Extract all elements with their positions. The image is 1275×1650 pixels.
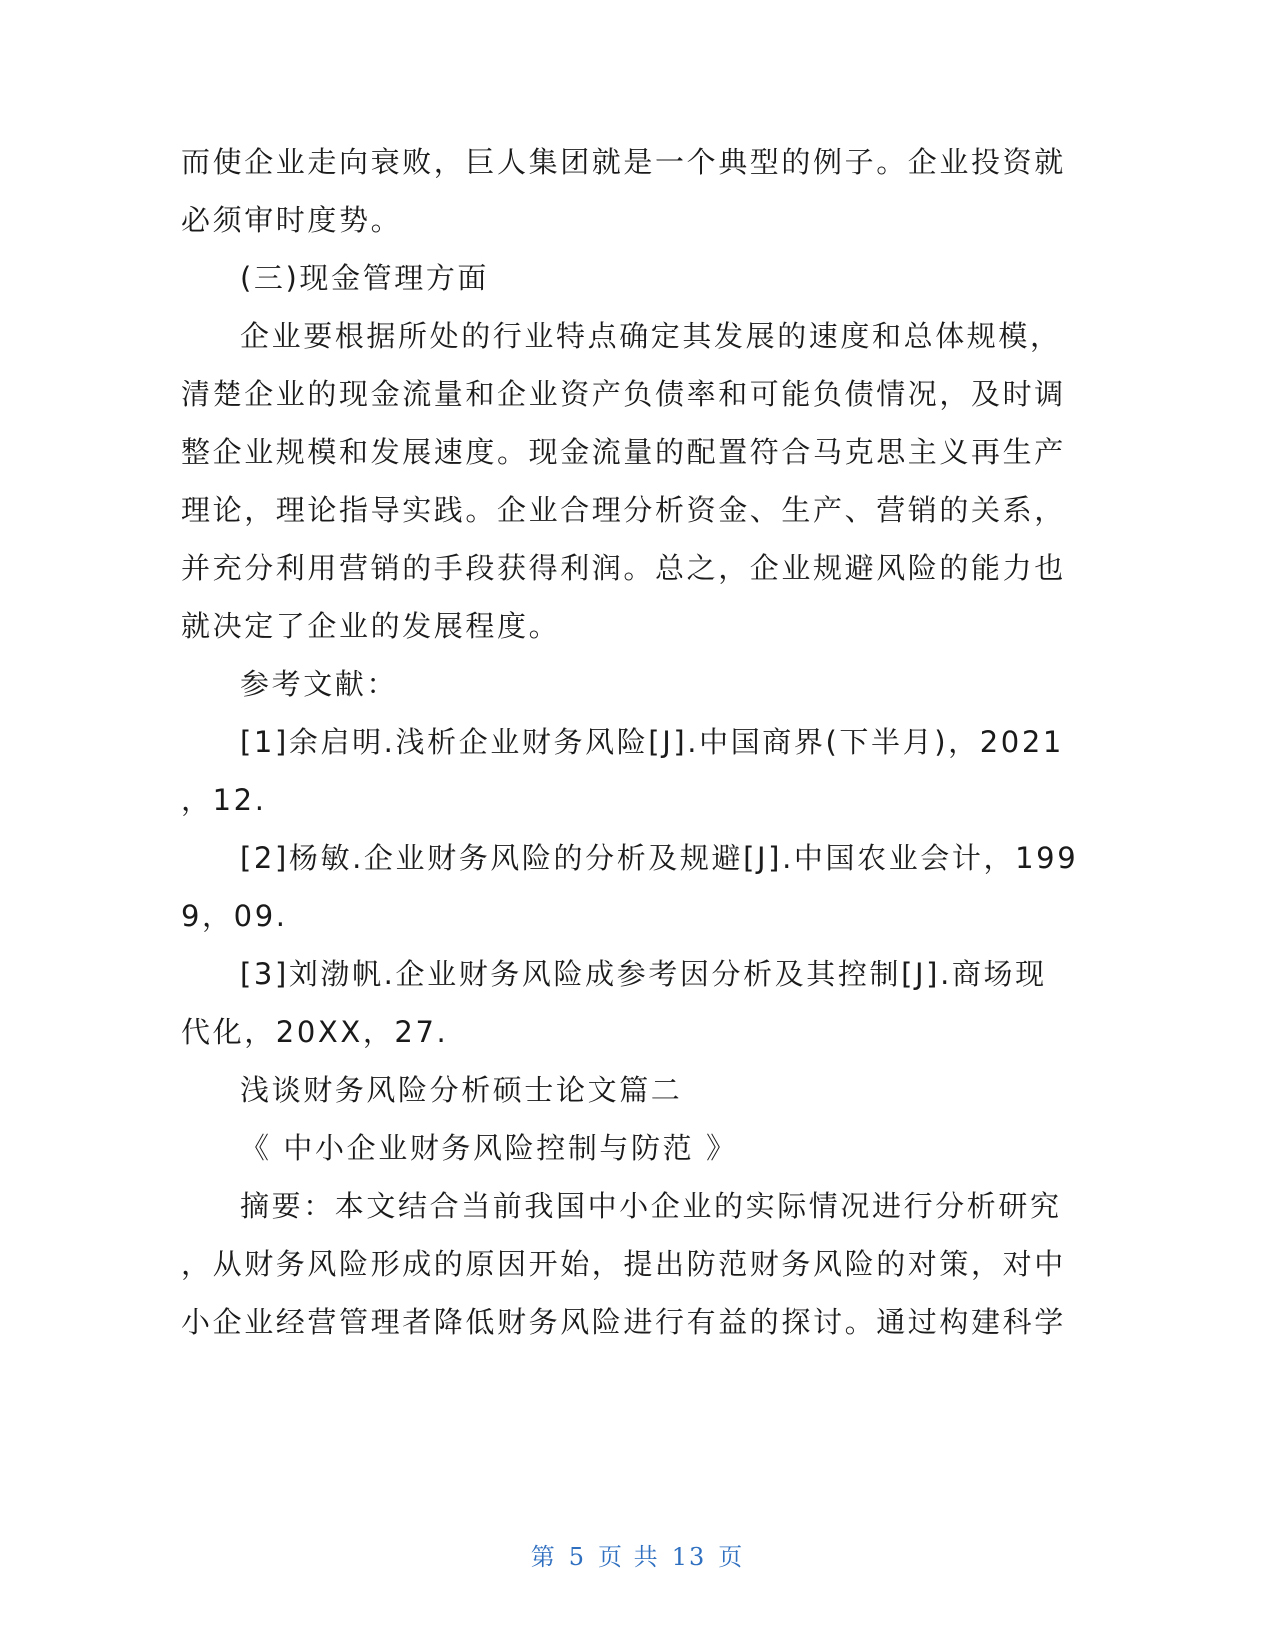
reference-line: ，12. (181, 783, 267, 817)
reference-line: 代化，20XX，27. (181, 1015, 449, 1049)
body-line: 整企业规模和发展速度。现金流量的配置符合马克思主义再生产 (181, 435, 1066, 469)
section-heading: (三)现金管理方面 (240, 261, 490, 295)
footer-prefix: 第 (530, 1543, 557, 1571)
footer-current-page: 5 (568, 1543, 587, 1571)
article-heading: 浅谈财务风险分析硕士论文篇二 (240, 1073, 683, 1107)
body-line: 必须审时度势。 (181, 203, 403, 237)
body-line: 就决定了企业的发展程度。 (181, 609, 561, 643)
page-footer (0, 1542, 1275, 1572)
footer-middle: 页 共 (598, 1543, 660, 1571)
reference-line: [3]刘渤帆.企业财务风险成参考因分析及其控制[J].商场现 (240, 957, 1047, 991)
reference-line: [2]杨敏.企业财务风险的分析及规避[J].中国农业会计，199 (240, 841, 1079, 875)
footer-total-pages: 13 (671, 1543, 707, 1571)
body-line: 企业要根据所处的行业特点确定其发展的速度和总体规模， (240, 319, 1062, 353)
abstract-line: 小企业经营管理者降低财务风险进行有益的探讨。通过构建科学 (181, 1305, 1066, 1339)
footer-suffix: 页 (718, 1543, 745, 1571)
abstract-line: 摘要：本文结合当前我国中小企业的实际情况进行分析研究 (240, 1189, 1062, 1223)
article-title: 《 中小企业财务风险控制与防范 》 (240, 1131, 738, 1165)
body-line: 而使企业走向衰败，巨人集团就是一个典型的例子。企业投资就 (181, 145, 1066, 179)
body-line: 并充分利用营销的手段获得利润。总之，企业规避风险的能力也 (181, 551, 1066, 585)
reference-line: 9，09. (181, 899, 288, 933)
body-line: 清楚企业的现金流量和企业资产负债率和可能负债情况，及时调 (181, 377, 1066, 411)
reference-line: [1]余启明.浅析企业财务风险[J].中国商界(下半月)，2021 (240, 725, 1064, 759)
abstract-line: ，从财务风险形成的原因开始，提出防范财务风险的对策，对中 (181, 1247, 1066, 1281)
references-heading: 参考文献： (240, 667, 399, 701)
body-line: 理论，理论指导实践。企业合理分析资金、生产、营销的关系， (181, 493, 1066, 527)
